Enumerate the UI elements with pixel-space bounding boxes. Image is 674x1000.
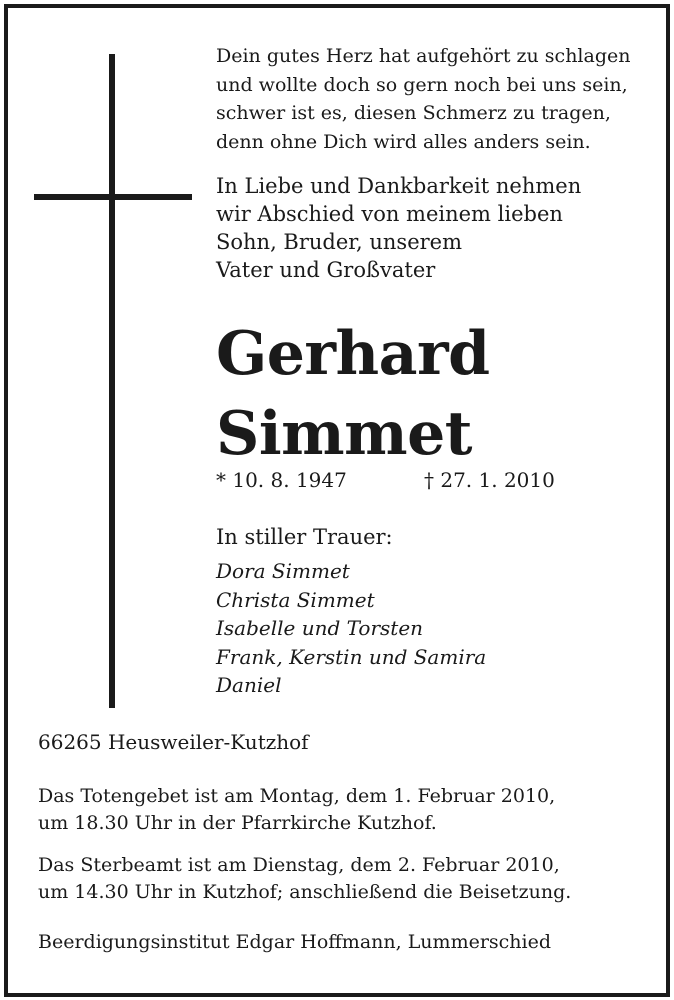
prayer-service-info — [38, 783, 555, 837]
requiem-line: um 14.30 Uhr in Kutzhof; anschließend die Beisetzung. — [38, 881, 572, 903]
mourner: Frank, Kerstin und Samira — [216, 644, 487, 669]
funeral-home: Beerdigungsinstitut Edgar Hoffmann, Lummerschied — [38, 931, 552, 953]
mourner: Dora Simmet — [216, 559, 350, 583]
deceased-last-name: Simmet — [216, 399, 472, 469]
mourner: Christa Simmet — [216, 587, 375, 612]
intro-line: Vater und Großvater — [216, 258, 436, 282]
mourning-heading: In stiller Trauer: — [216, 525, 393, 549]
mourner: Daniel — [216, 673, 282, 697]
requiem-line: Das Sterbeamt ist am Dienstag, dem 2. Februar 2010, — [38, 854, 560, 876]
cross-vertical-beam — [109, 54, 115, 708]
death-date: † 27. 1. 2010 — [424, 468, 555, 492]
poem — [216, 42, 630, 156]
poem-line: denn ohne Dich wird alles anders sein. — [216, 130, 591, 153]
life-dates — [216, 466, 596, 494]
deceased-first-name: Gerhard — [216, 319, 490, 389]
prayer-line: um 18.30 Uhr in der Pfarrkirche Kutzhof. — [38, 812, 437, 834]
poem-line: und wollte doch so gern noch bei uns sein, — [216, 73, 628, 96]
requiem-mass-info — [38, 852, 571, 906]
poem-line: Dein gutes Herz hat aufgehört zu schlagen — [216, 45, 631, 67]
poem-line: schwer ist es, diesen Schmerz zu tragen, — [216, 102, 611, 124]
farewell-intro — [216, 172, 581, 284]
intro-line: Sohn, Bruder, unserem — [216, 230, 463, 254]
cross-horizontal-beam — [34, 194, 192, 200]
deceased-name — [216, 314, 490, 474]
intro-line: In Liebe und Dankbarkeit nehmen — [216, 174, 582, 198]
birth-date: * 10. 8. 1947 — [216, 468, 347, 492]
prayer-line: Das Totengebet ist am Montag, dem 1. Februar 2010, — [38, 785, 556, 807]
intro-line: wir Abschied von meinem lieben — [216, 202, 563, 226]
family-address: 66265 Heusweiler-Kutzhof — [38, 730, 309, 754]
mourners-list — [216, 557, 486, 700]
mourner: Isabelle und Torsten — [216, 616, 424, 640]
